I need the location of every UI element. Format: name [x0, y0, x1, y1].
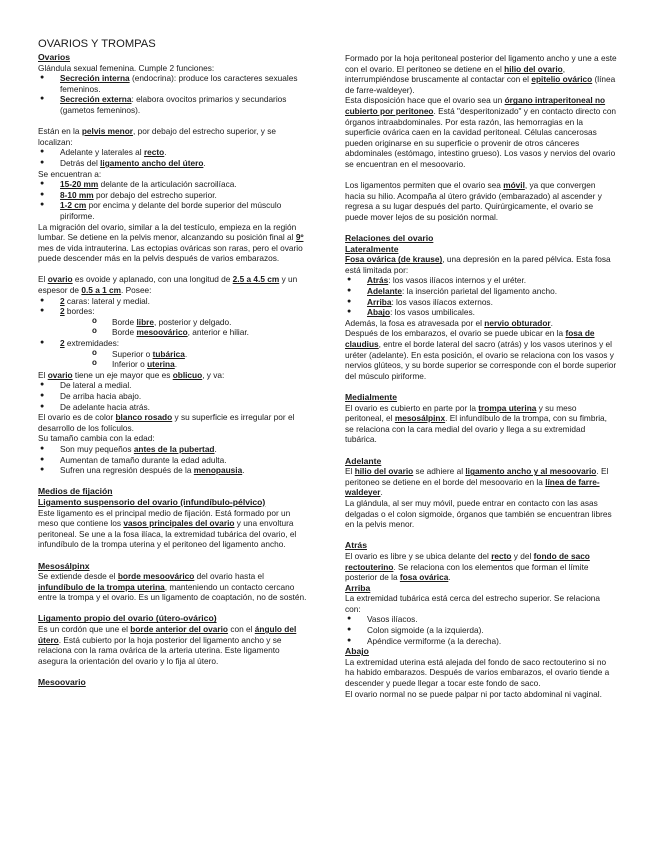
list-item: ● Secreción interna (endocrina): produce los caracteres sexuales femeninos.	[38, 73, 310, 94]
anterior-heading: Adelante	[345, 455, 382, 466]
suspensory-heading: Ligamento suspensorio del ovario (infundíbulo-pélvico)	[38, 496, 266, 507]
list-item: o Borde mesoovárico, anterior e hiliar.	[90, 327, 310, 338]
list-item: ● Apéndice vermiforme (a la derecha).	[345, 636, 617, 647]
page-title: OVARIOS Y TROMPAS	[38, 38, 156, 50]
features-list	[38, 296, 310, 370]
mobility-text: Los ligamentos permiten que el ovario sea móvil, ya que convergen hacia su hilio. Acompaña al útero grávido (embarazado) al ascender y regresa a su lugar después del parto. Quirúrgicamente, el ovario se puede mover lejos de su posición normal.	[345, 180, 602, 222]
lateral-list	[345, 275, 617, 317]
mesoovario-text: Formado por la hoja peritoneal posterior del ligamento ancho y une a este con el ovario. El peritoneo se detiene en el hilio del ovario, interrumpiéndose bruscamente al contactar con el epitelio ovárico (línea de farre-waldeyer).	[345, 53, 617, 95]
posterior-heading: Atrás	[345, 540, 367, 551]
list-item: ● 2 caras: lateral y medial.	[38, 296, 310, 307]
shape-text: El ovario es ovoide y aplanado, con una longitud de 2.5 a 4.5 cm y un espesor de 0.5 a 1 cm. Posee:	[38, 274, 298, 296]
migration-text: La migración del ovario, similar a la del testículo, empieza en la región lumbar. Se detiene en la pelvis menor, alcanzando su posición final al 9º mes de vida intrauterina. Las ectopias ováricas son raras, pero el ovario puede descender más en la pelvis después de varios embarazos.	[38, 221, 304, 264]
axis-list	[38, 380, 310, 412]
list-item: ● Adelante: la inserción parietal del ligamento ancho.	[345, 286, 617, 297]
mesosalpinx-text: Se extiende desde el borde mesoovárico del ovario hasta el infundíbulo de la trompa uterina, manteniendo un contacto cercano entre la trompa y el ovario. Es un ligamento de coaptación, no de sostén.	[38, 571, 307, 603]
list-item: ● Arriba: los vasos ilíacos externos.	[345, 297, 617, 308]
list-item: o Inferior o uterina.	[90, 359, 310, 370]
color-text: El ovario es de color blanco rosado y su superficie es irregular por el desarrollo de los folículos.	[38, 412, 295, 433]
posterior-text: El ovario es libre y se ubica delante del recto y del fondo de saco rectouterino. Se relaciona con los elementos que forman el límite posterior de la fosa ovárica.	[345, 550, 590, 583]
list-item: ● Abajo: los vasos umbilicales.	[345, 307, 617, 318]
size-intro: Su tamaño cambia con la edad:	[38, 433, 155, 444]
axis-text: El ovario tiene un eje mayor que es oblicuo, y va:	[38, 369, 225, 380]
list-item: ● Son muy pequeños antes de la pubertad.	[38, 444, 310, 455]
anterior-text: El hilio del ovario se adhiere al ligamento ancho y al mesoovario. El peritoneo se detiene en el borde del mesoovario en la línea de farre-waldeyer.	[345, 466, 609, 498]
list-item: o Superior o tubárica.	[90, 349, 310, 360]
proper-ligament-heading: Ligamento propio del ovario (útero-ovárico)	[38, 613, 217, 624]
lateral-heading: Lateralmente	[345, 243, 399, 254]
left-column	[38, 38, 310, 688]
list-item: ● De arriba hacia abajo.	[38, 391, 310, 402]
claudius-text: Después de los embarazos, el ovario se puede ubicar en la fosa de claudius, entre el borde lateral del sacro (atrás) y los vasos uterinos y el uréter (adelante). En esta posición, el ovario se relaciona con los vasos y nervios glúteos, y su borde superior se corresponde con el borde superior del músculo piriforme.	[345, 328, 617, 381]
medial-text: El ovario es cubierto en parte por la trompa uterina y su meso peritoneal, el mesosálpinx. El infundíbulo de la trompa, con su fimbria, se relaciona con la cara medial del ovario y llega a su extremidad tubárica.	[345, 402, 607, 445]
fixation-heading: Medios de fijación	[38, 486, 113, 497]
list-item: ● 1-2 cm por encima y delante del borde superior del músculo piriforme.	[38, 200, 310, 221]
list-item: ● Aumentan de tamaño durante la edad adulta.	[38, 455, 310, 466]
relations-heading: Relaciones del ovario	[345, 233, 434, 244]
location-text: Están en la pelvis menor, por debajo del estrecho superior, y se localizan:	[38, 126, 276, 147]
superior-list	[345, 614, 617, 646]
list-item: ● Atrás: los vasos ilíacos internos y el uréter.	[345, 275, 617, 286]
nerve-text: Además, la fosa es atravesada por el nervio obturador.	[345, 317, 553, 328]
list-item: ● De adelante hacia atrás.	[38, 402, 310, 413]
inferior-heading: Abajo	[345, 646, 369, 657]
list-item: ● 8-10 mm por debajo del estrecho superior.	[38, 190, 310, 201]
medial-heading: Medialmente	[345, 392, 398, 402]
anterior-text-2: La glándula, al ser muy móvil, puede entrar en contacto con las asas delgadas o el colon sigmoide, órganos que también se encuentran libres en la pelvis menor.	[345, 497, 612, 530]
functions-list	[38, 73, 310, 115]
ends-sublist	[60, 349, 310, 370]
intro-text: Glándula sexual femenina. Cumple 2 funciones:	[38, 62, 215, 73]
size-list	[38, 444, 310, 476]
right-column	[345, 53, 617, 699]
list-item: ● Secreción externa: elabora ovocitos primarios y secundarios (gametos femeninos).	[38, 94, 310, 115]
list-item: ● De lateral a medial.	[38, 380, 310, 391]
list-item: ● 2 bordes: o Borde libre, posterior y delgado. o Borde mesoovárico, anterior e hiliar.	[38, 306, 310, 338]
location-list	[38, 147, 310, 168]
inferior-text-2: El ovario normal no se puede palpar ni por tacto abdominal ni vaginal.	[345, 688, 602, 699]
lateral-text: Fosa ovárica (de krause), una depresión en la pared pélvica. Esta fosa está limitada por:	[345, 254, 611, 275]
mesoovario-heading: Mesoovario	[38, 677, 86, 688]
list-item: o Borde libre, posterior y delgado.	[90, 317, 310, 328]
inferior-text: La extremidad uterina está alejada del fondo de saco rectouterino si no ha habido embarazos. Después de varios embarazos, el ovario tiende a descender y puede llegar a tocar este fondo de saco.	[345, 656, 610, 689]
list-item: ● Sufren una regresión después de la menopausia.	[38, 465, 310, 476]
superior-text: La extremidad tubárica está cerca del estrecho superior. Se relaciona con:	[345, 593, 601, 614]
found-list	[38, 179, 310, 221]
found-intro: Se encuentran a:	[38, 168, 102, 179]
mesosalpinx-heading: Mesosálpinx	[38, 560, 90, 571]
list-item: ● Colon sigmoide (a la izquierda).	[345, 625, 617, 636]
list-item: ● Adelante y laterales al recto.	[38, 147, 310, 158]
list-item: ● Detrás del ligamento ancho del útero.	[38, 158, 310, 169]
list-item: ● Vasos ilíacos.	[345, 614, 617, 625]
list-item: ● 15-20 mm delante de la articulación sacroilíaca.	[38, 179, 310, 190]
disposition-text: Esta disposición hace que el ovario sea un órgano intraperitoneal no cubierto por peritoneo. Está "desperitonizado" y en contacto directo con órganos intraabdominales. Por esta razón, las hemorragias en la superficie ovárica caen en la cavidad peritoneal. Células cancerosas pueden originarse en su superficie o provenir de otros cánceres abdominales (estómago, intestino grueso). Los vasos y nervios del ovario se encuentran en el mesoovario.	[345, 95, 617, 169]
suspensory-text: Este ligamento es el principal medio de fijación. Está formado por un meso que contiene los vasos principales del ovario y una envoltura peritoneal. Se une a la fosa ilíaca, la extremidad tubárica del ovario, el infundíbulo de la trompa uterina y el peritoneo del ligamento ancho.	[38, 507, 297, 550]
superior-heading: Arriba	[345, 582, 371, 593]
proper-ligament-text: Es un cordón que une el borde anterior del ovario con el ángulo del útero. Está cubierto por la hoja posterior del ligamento ancho y se relaciona con la rama ovárica de la arteria uterina. Este ligamento asegura la orientación del ovario y lo fija al útero.	[38, 624, 297, 666]
list-item: ● 2 extremidades: o Superior o tubárica. o Inferior o uterina.	[38, 338, 310, 370]
borders-sublist	[60, 317, 310, 338]
ovarios-heading: Ovarios	[38, 52, 71, 62]
